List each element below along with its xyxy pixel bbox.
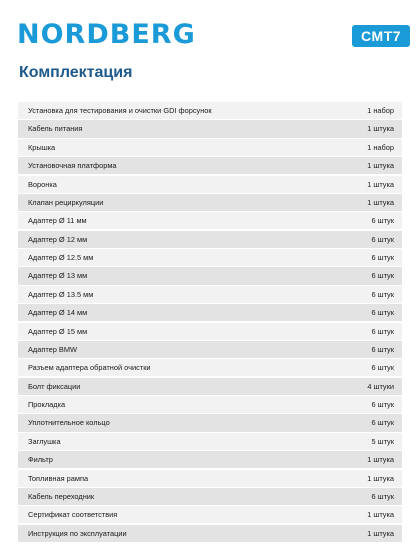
item-name: Установочная платформа (28, 161, 117, 171)
item-quantity: 6 штук (371, 326, 394, 336)
item-name: Заглушка (28, 436, 61, 446)
item-name: Топливная рампа (28, 473, 89, 483)
item-quantity: 6 штук (371, 271, 394, 281)
page-title: Комплектация (19, 64, 133, 81)
item-name: Адаптер Ø 15 мм (28, 326, 88, 336)
table-row (18, 506, 402, 523)
table-row (18, 396, 402, 413)
brand-logo: NORDBERG (17, 19, 196, 50)
table-row (18, 231, 402, 248)
header (0, 0, 420, 62)
table-row (18, 194, 402, 211)
table-row (18, 414, 402, 431)
item-quantity: 6 штук (371, 216, 394, 226)
item-quantity: 1 штука (367, 124, 394, 134)
item-quantity: 1 набор (367, 106, 394, 116)
item-quantity: 1 штука (367, 510, 394, 520)
table-row (18, 451, 402, 468)
table-row (18, 488, 402, 505)
item-name: Болт фиксации (28, 381, 81, 391)
item-quantity: 1 штука (367, 179, 394, 189)
item-name: Инструкция по эксплуатации (28, 528, 127, 538)
item-name: Уплотнительное кольцо (28, 418, 110, 428)
item-quantity: 1 штука (367, 455, 394, 465)
table-row (18, 359, 402, 376)
model-badge: CMT7 (352, 25, 410, 47)
table-row (18, 157, 402, 174)
item-quantity: 1 штука (367, 161, 394, 171)
item-quantity: 6 штук (371, 344, 394, 354)
item-name: Воронка (28, 179, 57, 189)
item-quantity: 6 штук (371, 253, 394, 263)
item-name: Клапан рециркуляции (28, 197, 104, 207)
table-row (18, 470, 402, 487)
item-name: Сертификат соответствия (28, 510, 118, 520)
item-name: Адаптер BMW (28, 344, 77, 354)
item-quantity: 1 штука (367, 528, 394, 538)
table-row (18, 249, 402, 266)
item-name: Крышка (28, 142, 56, 152)
item-name: Кабель питания (28, 124, 83, 134)
item-quantity: 4 штуки (367, 381, 394, 391)
table-row (18, 525, 402, 542)
table-row (18, 433, 402, 450)
item-name: Фильтр (28, 455, 53, 465)
item-name: Адаптер Ø 13 мм (28, 271, 88, 281)
item-quantity: 1 штука (367, 473, 394, 483)
table-row (18, 120, 402, 137)
item-quantity: 6 штук (371, 289, 394, 299)
item-name: Разъем адаптера обратной очистки (28, 363, 151, 373)
item-name: Адаптер Ø 12 мм (28, 234, 88, 244)
item-name: Адаптер Ø 11 мм (28, 216, 87, 226)
item-quantity: 1 штука (367, 197, 394, 207)
item-quantity: 6 штук (371, 400, 394, 410)
item-quantity: 5 штук (371, 436, 394, 446)
item-name: Адаптер Ø 13.5 мм (28, 289, 94, 299)
package-contents-table (18, 102, 402, 543)
item-name: Кабель переходник (28, 491, 95, 501)
item-quantity: 6 штук (371, 308, 394, 318)
item-name: Прокладка (28, 400, 66, 410)
item-quantity: 6 штук (371, 418, 394, 428)
item-name: Установка для тестирования и очистки GDI форсунок (28, 106, 212, 116)
item-name: Адаптер Ø 14 мм (28, 308, 88, 318)
table-row (18, 139, 402, 156)
item-quantity: 6 штук (371, 491, 394, 501)
table-row (18, 286, 402, 303)
table-row (18, 304, 402, 321)
table-row (18, 176, 402, 193)
table-row (18, 102, 402, 119)
item-quantity: 6 штук (371, 234, 394, 244)
table-row (18, 212, 402, 229)
table-row (18, 341, 402, 358)
table-row (18, 323, 402, 340)
item-quantity: 1 набор (367, 142, 394, 152)
item-name: Адаптер Ø 12.5 мм (28, 253, 94, 263)
table-row (18, 267, 402, 284)
item-quantity: 6 штук (371, 363, 394, 373)
table-row (18, 378, 402, 395)
